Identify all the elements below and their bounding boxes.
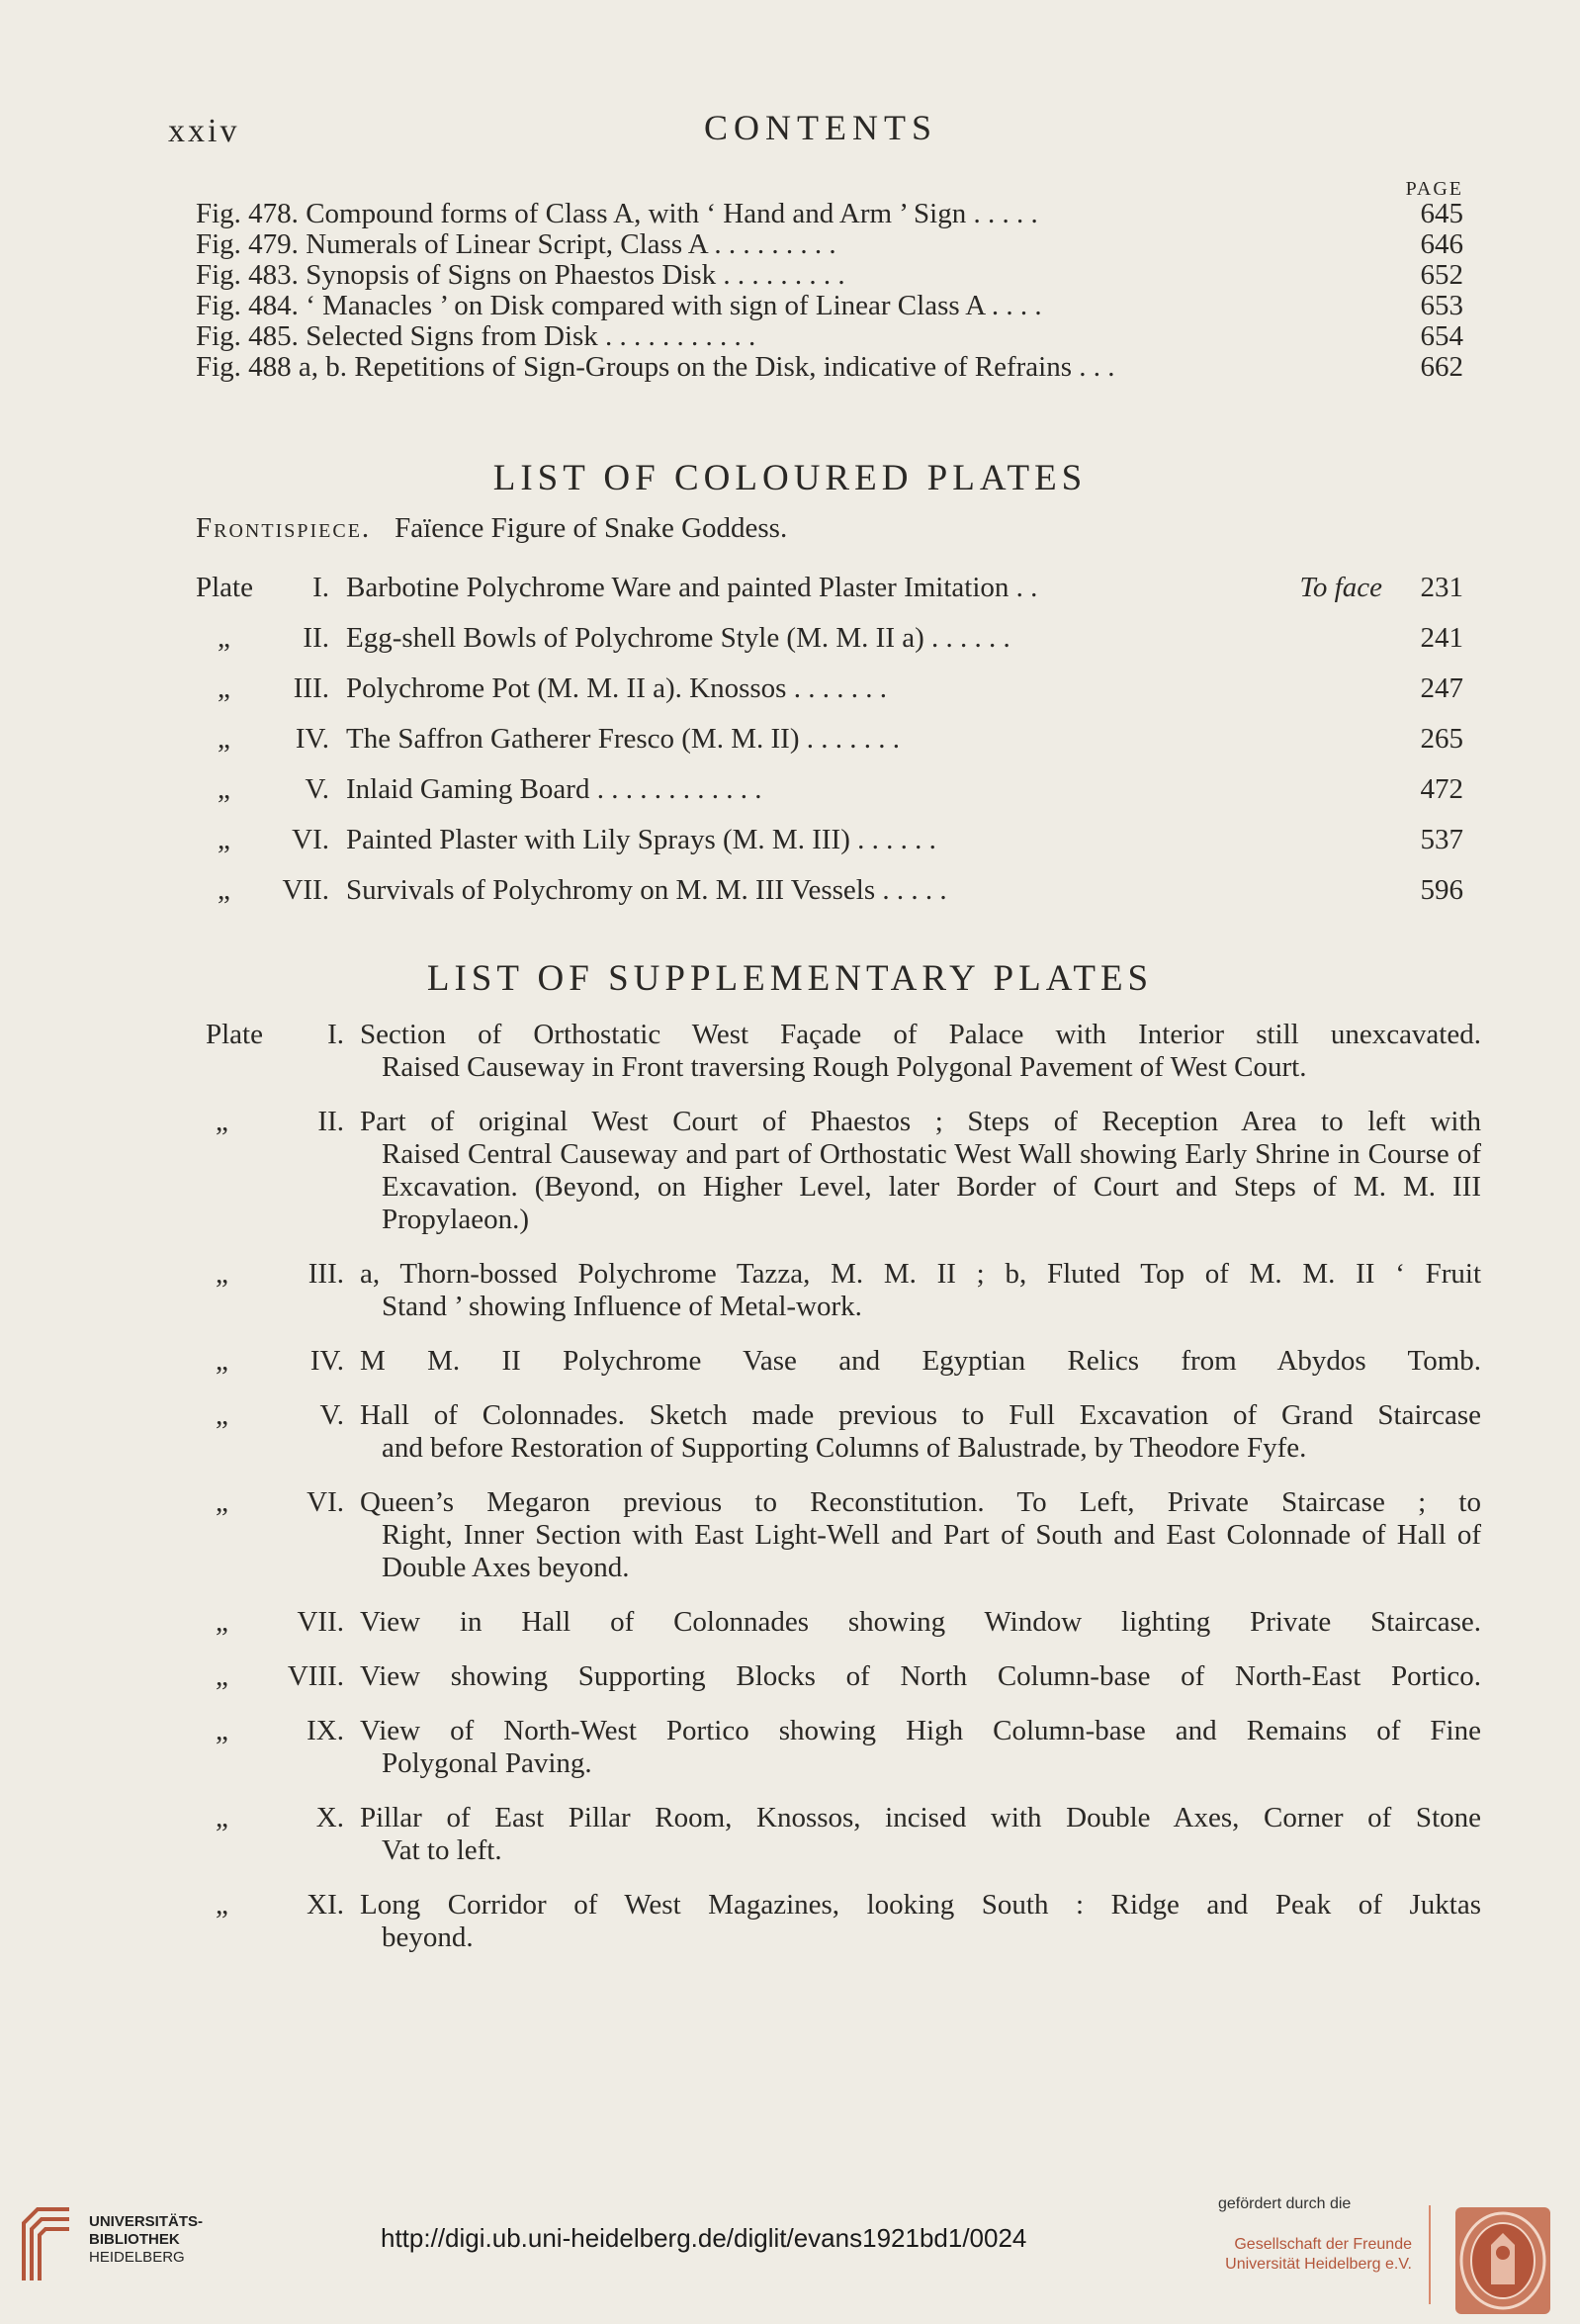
- plate-description-continued: Raised Central Causeway and part of Orthostatic West Wall showing Early Shrine in Course of Excavation. (Beyond, on Higher Level, later Border of Court and Steps of M. M. III Propylaeon.): [382, 1138, 1481, 1235]
- plate-description-line: Section of Orthostatic West Façade of Palace with Interior still unexcavated.: [360, 1019, 1481, 1050]
- footer-divider: [1429, 2205, 1431, 2304]
- page-number: 646: [1420, 228, 1463, 260]
- figure-label: Fig. 478.: [196, 198, 299, 229]
- plate-description-line: a, Thorn-bossed Polychrome Tazza, M. M. II ; b, Fluted Top of M. M. II ‘ Fruit: [360, 1258, 1481, 1290]
- plate-numeral: XI.: [307, 1889, 344, 1921]
- page-number: 662: [1420, 351, 1463, 383]
- figure-entry: [196, 290, 1463, 320]
- figure-label: Fig. 488 a, b.: [196, 351, 348, 383]
- figure-label: Fig. 479.: [196, 228, 299, 260]
- plate-numeral: II.: [303, 622, 329, 654]
- library-name-line3: HEIDELBERG: [89, 2249, 185, 2266]
- page-number: 653: [1420, 290, 1463, 321]
- figure-entry: [196, 259, 1463, 290]
- plate-description-line: Hall of Colonnades. Sketch made previous to Full Excavation of Grand Staircase: [360, 1399, 1481, 1431]
- figure-entry: [196, 198, 1463, 228]
- dot-leaders: . . . . . . . . . . . .: [589, 773, 762, 805]
- plate-title: Survivals of Polychromy on M. M. III Vessels: [346, 874, 876, 906]
- dot-leaders: . . . . .: [966, 198, 1038, 229]
- plate-title: Polychrome Pot (M. M. II a). Knossos: [346, 672, 787, 704]
- plate-number: [196, 723, 329, 756]
- figure-text: [196, 290, 1042, 322]
- plate-entry: [196, 723, 1463, 773]
- funded-by-text: gefördert durch die: [1218, 2195, 1352, 2212]
- society-name-line1: Gesellschaft der Freunde: [1234, 2236, 1412, 2253]
- plate-number: [196, 672, 329, 705]
- plate-entry: [196, 672, 1463, 723]
- plate-number: [196, 773, 329, 806]
- plate-label: „: [218, 874, 230, 906]
- plate-numeral: VII.: [282, 874, 329, 906]
- plate-description-continued: Stand ’ showing Influence of Metal-work.: [382, 1291, 862, 1322]
- plate-entry: [196, 1606, 1481, 1639]
- plate-numeral: X.: [315, 1802, 344, 1833]
- figure-list: [196, 198, 1463, 382]
- plate-numeral: V.: [319, 1399, 344, 1431]
- plate-title: Egg-shell Bowls of Polychrome Style (M. M. II a): [346, 622, 924, 654]
- plate-entry: [196, 1399, 1481, 1465]
- plate-numeral: IV.: [295, 723, 329, 755]
- plate-description: [360, 1889, 1481, 1954]
- plate-numeral: I.: [327, 1019, 344, 1050]
- dot-leaders: . . . . . . . . .: [716, 259, 845, 291]
- plate-numeral: VI.: [292, 824, 329, 855]
- plate-label: Plate: [196, 572, 253, 603]
- plate-label: „: [216, 1486, 228, 1518]
- plate-text: [346, 773, 761, 806]
- plate-entry: [196, 1258, 1481, 1323]
- page-number: 654: [1420, 320, 1463, 352]
- plate-number: [196, 824, 329, 856]
- library-logo-icon: [18, 2205, 75, 2284]
- dot-leaders: . . . . .: [875, 874, 947, 906]
- figure-text: [196, 351, 1115, 384]
- coloured-plates-list: [196, 572, 1463, 925]
- plate-description-line: Part of original West Court of Phaestos ; Steps of Reception Area to left with: [360, 1106, 1481, 1137]
- library-name-line1: UNIVERSITÄTS-: [89, 2213, 204, 2230]
- plate-text: [346, 672, 887, 705]
- figure-title: Synopsis of Signs on Phaestos Disk: [306, 259, 717, 291]
- figure-title: ‘ Manacles ’ on Disk compared with sign of Linear Class A: [306, 290, 985, 321]
- plate-label: „: [218, 824, 230, 855]
- plate-text: [346, 622, 1010, 655]
- dot-leaders: . . . .: [984, 290, 1042, 321]
- plate-entry: [196, 1889, 1481, 1954]
- plate-numeral: III.: [307, 1258, 344, 1290]
- plate-label: „: [216, 1660, 228, 1692]
- page-number: 247: [1420, 672, 1463, 704]
- plate-description-line: Pillar of East Pillar Room, Knossos, incised with Double Axes, Corner of Stone: [360, 1802, 1481, 1833]
- dot-leaders: . . .: [1072, 351, 1115, 383]
- plate-entry: [196, 1106, 1481, 1236]
- plate-description: [360, 1486, 1481, 1584]
- plate-description: [360, 1258, 1481, 1323]
- plate-text: [346, 874, 947, 907]
- plate-label: Plate: [206, 1019, 263, 1050]
- plate-numeral: VII.: [297, 1606, 344, 1638]
- plate-text: [346, 572, 1037, 604]
- plate-entry: [196, 773, 1463, 824]
- supplementary-plates-heading: LIST OF SUPPLEMENTARY PLATES: [426, 958, 1154, 999]
- plate-description-continued: Right, Inner Section with East Light-Well and Part of South and East Colonnade of Hall of Double Axes beyond.: [382, 1519, 1481, 1583]
- frontispiece-label: Frontispiece.: [196, 512, 372, 544]
- plate-description: [360, 1715, 1481, 1780]
- plate-description-continued: Raised Causeway in Front traversing Rough Polygonal Pavement of West Court.: [382, 1051, 1307, 1083]
- plate-label: „: [216, 1258, 228, 1290]
- plate-numeral: IX.: [307, 1715, 344, 1746]
- dot-leaders: . .: [1009, 572, 1038, 603]
- plate-title: Barbotine Polychrome Ware and painted Plaster Imitation: [346, 572, 1009, 603]
- page-number: 645: [1420, 198, 1463, 229]
- page-title: CONTENTS: [704, 108, 937, 147]
- figure-title: Selected Signs from Disk: [306, 320, 598, 352]
- plate-numeral: III.: [293, 672, 329, 704]
- plate-numeral: VI.: [307, 1486, 344, 1518]
- page-number: 241: [1420, 622, 1463, 654]
- frontispiece-text: Faïence Figure of Snake Goddess.: [395, 512, 788, 544]
- figure-entry: [196, 351, 1463, 382]
- plate-text: [346, 723, 900, 756]
- page-number: 265: [1420, 723, 1463, 755]
- to-face-label: To face: [1299, 572, 1382, 603]
- figure-text: [196, 259, 845, 292]
- page-number: 537: [1420, 824, 1463, 855]
- plate-title: Inlaid Gaming Board: [346, 773, 590, 805]
- dot-leaders: . . . . . .: [849, 824, 936, 855]
- library-name-line2: BIBLIOTHEK: [89, 2231, 180, 2248]
- plate-numeral: IV.: [309, 1345, 344, 1377]
- plate-label: „: [218, 672, 230, 704]
- plate-entry: [196, 1019, 1481, 1084]
- plate-text: [346, 824, 936, 856]
- plate-number: [196, 572, 329, 604]
- plate-entry: [196, 1802, 1481, 1867]
- plate-entry: [196, 824, 1463, 874]
- page-column-label: PAGE: [1405, 178, 1463, 200]
- figure-label: Fig. 483.: [196, 259, 299, 291]
- plate-description: [360, 1660, 1481, 1693]
- figure-entry: [196, 228, 1463, 259]
- society-name: [1218, 2235, 1412, 2275]
- digitization-footer: [0, 2166, 1580, 2324]
- figure-label: Fig. 484.: [196, 290, 299, 321]
- supplementary-plates-list: [196, 1019, 1481, 1954]
- figure-title: Numerals of Linear Script, Class A: [306, 228, 708, 260]
- plate-number: [196, 622, 329, 655]
- running-header: [168, 107, 1473, 156]
- dot-leaders: . . . . . . . . .: [707, 228, 836, 260]
- plate-entry: [196, 622, 1463, 672]
- plate-description: [360, 1345, 1481, 1378]
- figure-label: Fig. 485.: [196, 320, 299, 352]
- plate-description-line: View in Hall of Colonnades showing Window lighting Private Staircase.: [360, 1606, 1481, 1638]
- plate-entry: [196, 1660, 1481, 1693]
- plate-entry: [196, 1715, 1481, 1780]
- plate-description: [360, 1106, 1481, 1236]
- plate-description: [360, 1802, 1481, 1867]
- dot-leaders: . . . . . . .: [786, 672, 887, 704]
- figure-text: [196, 228, 836, 261]
- plate-label: „: [216, 1889, 228, 1921]
- dot-leaders: . . . . . . . . . . .: [597, 320, 756, 352]
- dot-leaders: . . . . . .: [923, 622, 1010, 654]
- university-seal-icon: [1453, 2205, 1552, 2316]
- plate-number: [196, 874, 329, 907]
- permalink-url[interactable]: http://digi.ub.uni-heidelberg.de/diglit/evans1921bd1/0024: [381, 2223, 1027, 2253]
- library-name: [89, 2213, 203, 2267]
- page-number: xxiv: [168, 113, 240, 149]
- plate-entry: [196, 874, 1463, 925]
- plate-label: „: [216, 1345, 228, 1377]
- plate-entry: [196, 1486, 1481, 1584]
- figure-title: Compound forms of Class A, with ‘ Hand and Arm ’ Sign: [306, 198, 967, 229]
- plate-description-line: M M. II Polychrome Vase and Egyptian Relics from Abydos Tomb.: [360, 1345, 1481, 1377]
- plate-description-continued: Polygonal Paving.: [382, 1747, 592, 1779]
- plate-description: [360, 1606, 1481, 1639]
- page-number: 472: [1420, 773, 1463, 805]
- plate-numeral: I.: [312, 572, 329, 603]
- plate-description-line: View showing Supporting Blocks of North Column-base of North-East Portico.: [360, 1660, 1481, 1692]
- plate-label: „: [216, 1802, 228, 1833]
- plate-label: „: [216, 1106, 228, 1137]
- plate-label: „: [218, 622, 230, 654]
- plate-description-line: Queen’s Megaron previous to Reconstitution. To Left, Private Staircase ; to: [360, 1486, 1481, 1518]
- figure-entry: [196, 320, 1463, 351]
- plate-label: „: [216, 1606, 228, 1638]
- plate-label: „: [216, 1399, 228, 1431]
- plate-entry: [196, 1345, 1481, 1378]
- plate-numeral: V.: [305, 773, 329, 805]
- plate-numeral: II.: [317, 1106, 344, 1137]
- frontispiece-entry: [196, 512, 787, 545]
- plate-title: Painted Plaster with Lily Sprays (M. M. III): [346, 824, 850, 855]
- page-number: 652: [1420, 259, 1463, 291]
- figure-title: Repetitions of Sign-Groups on the Disk, indicative of Refrains: [354, 351, 1073, 383]
- page-number: 231: [1420, 572, 1463, 603]
- dot-leaders: . . . . . . .: [799, 723, 900, 755]
- plate-description-continued: and before Restoration of Supporting Columns of Balustrade, by Theodore Fyfe.: [382, 1432, 1307, 1464]
- plate-title: The Saffron Gatherer Fresco (M. M. II): [346, 723, 800, 755]
- plate-numeral: VIII.: [287, 1660, 344, 1692]
- plate-description-line: View of North-West Portico showing High Column-base and Remains of Fine: [360, 1715, 1481, 1746]
- plate-description: [360, 1019, 1481, 1084]
- plate-description-line: Long Corridor of West Magazines, looking South : Ridge and Peak of Juktas: [360, 1889, 1481, 1921]
- plate-entry: [196, 572, 1463, 622]
- coloured-plates-heading: LIST OF COLOURED PLATES: [492, 458, 1088, 498]
- figure-text: [196, 198, 1038, 230]
- society-name-line2: Universität Heidelberg e.V.: [1225, 2256, 1412, 2273]
- plate-description: [360, 1399, 1481, 1465]
- figure-text: [196, 320, 755, 353]
- plate-description-continued: Vat to left.: [382, 1834, 502, 1866]
- plate-label: „: [216, 1715, 228, 1746]
- page-number: 596: [1420, 874, 1463, 906]
- plate-label: „: [218, 723, 230, 755]
- plate-description-continued: beyond.: [382, 1922, 474, 1953]
- plate-label: „: [218, 773, 230, 805]
